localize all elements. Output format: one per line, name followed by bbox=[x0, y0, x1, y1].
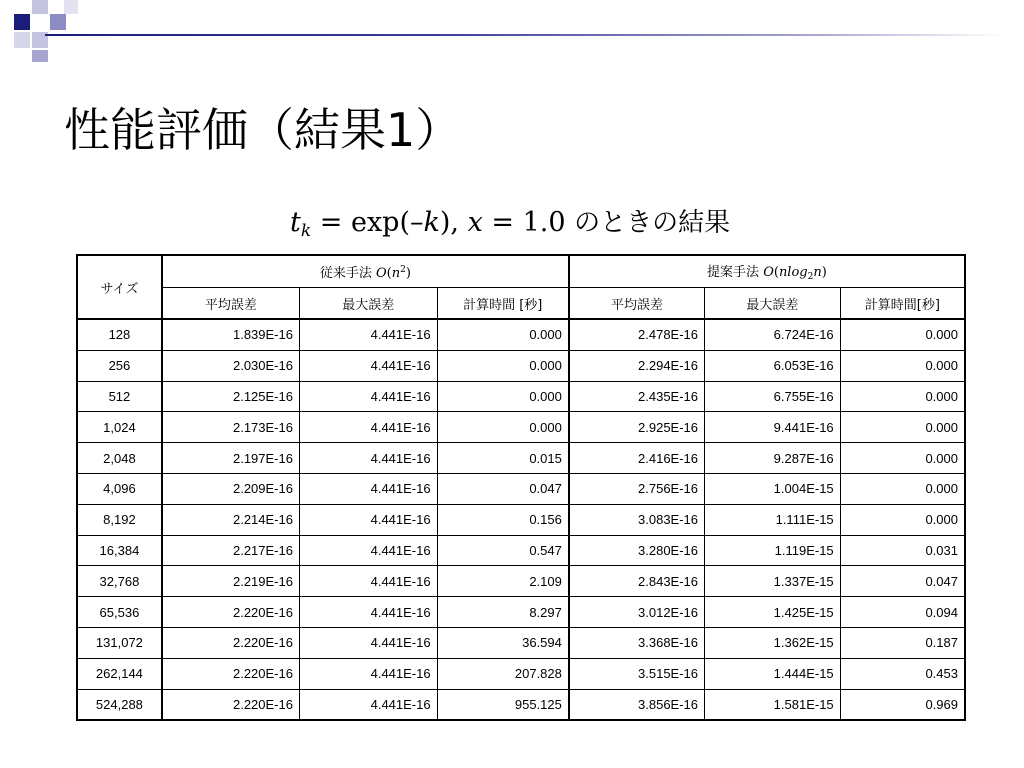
prop-avg-error-cell: 3.515E-16 bbox=[569, 658, 705, 689]
conv-avg-error-cell: 2.197E-16 bbox=[162, 443, 300, 474]
conv-avg-error-cell: 2.220E-16 bbox=[162, 658, 300, 689]
conv-time-cell: 207.828 bbox=[437, 658, 569, 689]
conv-max-error-cell: 4.441E-16 bbox=[299, 535, 437, 566]
conv-time-cell: 0.156 bbox=[437, 504, 569, 535]
size-cell: 128 bbox=[77, 319, 162, 350]
decorative-squares bbox=[0, 0, 100, 100]
complexity-sub: 2 bbox=[807, 272, 814, 282]
conv-max-error-cell: 4.441E-16 bbox=[299, 658, 437, 689]
prop-max-error-cell: 6.755E-16 bbox=[705, 381, 841, 412]
conv-time-cell: 2.109 bbox=[437, 566, 569, 597]
formula-value: = 1.0 bbox=[482, 207, 575, 238]
size-cell: 8,192 bbox=[77, 504, 162, 535]
table-row bbox=[77, 443, 965, 474]
table-row bbox=[77, 412, 965, 443]
conv-max-error-cell: 4.441E-16 bbox=[299, 381, 437, 412]
size-cell: 262,144 bbox=[77, 658, 162, 689]
conv-time-cell: 8.297 bbox=[437, 597, 569, 628]
formula-t: t bbox=[290, 207, 301, 238]
formula-exp: = exp(– bbox=[311, 207, 424, 238]
conv-avg-error-cell: 2.125E-16 bbox=[162, 381, 300, 412]
table-row bbox=[77, 658, 965, 689]
complexity-nlog: nlog bbox=[778, 265, 808, 280]
prop-max-error-cell: 6.053E-16 bbox=[705, 350, 841, 381]
header-rule bbox=[45, 34, 1005, 36]
proposed-method-header bbox=[569, 255, 965, 288]
prop-time-cell: 0.094 bbox=[840, 597, 965, 628]
conv-time-cell: 0.000 bbox=[437, 319, 569, 350]
size-cell: 65,536 bbox=[77, 597, 162, 628]
conv-avg-error-cell: 2.030E-16 bbox=[162, 350, 300, 381]
complexity-O: O bbox=[763, 265, 774, 280]
size-cell: 32,768 bbox=[77, 566, 162, 597]
conv-max-error-cell: 4.441E-16 bbox=[299, 504, 437, 535]
prop-avg-error-cell: 3.083E-16 bbox=[569, 504, 705, 535]
complexity-n: n bbox=[813, 265, 822, 280]
prop-max-error-cell: 9.287E-16 bbox=[705, 443, 841, 474]
prop-avg-error-cell: 2.294E-16 bbox=[569, 350, 705, 381]
size-cell: 524,288 bbox=[77, 689, 162, 720]
prop-avg-error-cell: 2.435E-16 bbox=[569, 381, 705, 412]
conv-max-error-cell: 4.441E-16 bbox=[299, 350, 437, 381]
col-header-conv-max-error: 最大誤差 bbox=[299, 288, 437, 320]
prop-max-error-cell: 1.362E-15 bbox=[705, 627, 841, 658]
prop-avg-error-cell: 3.012E-16 bbox=[569, 597, 705, 628]
prop-max-error-cell: 9.441E-16 bbox=[705, 412, 841, 443]
conv-max-error-cell: 4.441E-16 bbox=[299, 597, 437, 628]
col-header-prop-time: 計算時間[秒] bbox=[840, 288, 965, 320]
conv-max-error-cell: 4.441E-16 bbox=[299, 627, 437, 658]
conv-time-cell: 955.125 bbox=[437, 689, 569, 720]
conv-time-cell: 0.000 bbox=[437, 350, 569, 381]
conv-max-error-cell: 4.441E-16 bbox=[299, 319, 437, 350]
prop-time-cell: 0.000 bbox=[840, 381, 965, 412]
col-header-conv-time: 計算時間 [秒] bbox=[437, 288, 569, 320]
deco-square-light bbox=[32, 0, 48, 14]
prop-max-error-cell: 6.724E-16 bbox=[705, 319, 841, 350]
prop-time-cell: 0.000 bbox=[840, 473, 965, 504]
conv-avg-error-cell: 1.839E-16 bbox=[162, 319, 300, 350]
conv-max-error-cell: 4.441E-16 bbox=[299, 566, 437, 597]
prop-avg-error-cell: 3.856E-16 bbox=[569, 689, 705, 720]
col-header-prop-max-error: 最大誤差 bbox=[705, 288, 841, 320]
conv-time-cell: 0.000 bbox=[437, 412, 569, 443]
prop-max-error-cell: 1.111E-15 bbox=[705, 504, 841, 535]
header-row-columns bbox=[77, 288, 965, 320]
table-row bbox=[77, 350, 965, 381]
conv-avg-error-cell: 2.220E-16 bbox=[162, 689, 300, 720]
table-row bbox=[77, 381, 965, 412]
table-row bbox=[77, 689, 965, 720]
prop-max-error-cell: 1.119E-15 bbox=[705, 535, 841, 566]
size-cell: 4,096 bbox=[77, 473, 162, 504]
conv-time-cell: 0.000 bbox=[437, 381, 569, 412]
conventional-complexity bbox=[376, 266, 411, 281]
size-cell: 1,024 bbox=[77, 412, 162, 443]
formula-k: k bbox=[423, 207, 440, 238]
proposed-complexity bbox=[763, 265, 827, 280]
prop-avg-error-cell: 2.843E-16 bbox=[569, 566, 705, 597]
complexity-paren: ( bbox=[773, 265, 779, 280]
prop-avg-error-cell: 2.756E-16 bbox=[569, 473, 705, 504]
conv-time-cell: 36.594 bbox=[437, 627, 569, 658]
conv-max-error-cell: 4.441E-16 bbox=[299, 473, 437, 504]
prop-time-cell: 0.000 bbox=[840, 443, 965, 474]
conv-avg-error-cell: 2.220E-16 bbox=[162, 597, 300, 628]
prop-time-cell: 0.453 bbox=[840, 658, 965, 689]
prop-time-cell: 0.000 bbox=[840, 350, 965, 381]
table-row bbox=[77, 535, 965, 566]
conv-avg-error-cell: 2.219E-16 bbox=[162, 566, 300, 597]
conv-time-cell: 0.047 bbox=[437, 473, 569, 504]
prop-avg-error-cell: 2.925E-16 bbox=[569, 412, 705, 443]
prop-avg-error-cell: 3.280E-16 bbox=[569, 535, 705, 566]
formula-mid: ), bbox=[439, 207, 468, 238]
table-row bbox=[77, 504, 965, 535]
prop-time-cell: 0.031 bbox=[840, 535, 965, 566]
slide-title: 性能評価（結果1） bbox=[64, 103, 462, 157]
conventional-method-header bbox=[162, 255, 569, 288]
prop-max-error-cell: 1.581E-15 bbox=[705, 689, 841, 720]
conv-time-cell: 0.015 bbox=[437, 443, 569, 474]
prop-time-cell: 0.000 bbox=[840, 319, 965, 350]
slide-subtitle bbox=[290, 205, 730, 249]
header-row-groups bbox=[77, 255, 965, 288]
deco-square-mid bbox=[32, 50, 48, 62]
conv-avg-error-cell: 2.220E-16 bbox=[162, 627, 300, 658]
deco-square-mid bbox=[50, 14, 66, 30]
prop-avg-error-cell: 2.416E-16 bbox=[569, 443, 705, 474]
prop-max-error-cell: 1.004E-15 bbox=[705, 473, 841, 504]
prop-avg-error-cell: 2.478E-16 bbox=[569, 319, 705, 350]
prop-time-cell: 0.969 bbox=[840, 689, 965, 720]
conv-max-error-cell: 4.441E-16 bbox=[299, 412, 437, 443]
conv-time-cell: 0.547 bbox=[437, 535, 569, 566]
table-row bbox=[77, 597, 965, 628]
table-row bbox=[77, 473, 965, 504]
prop-time-cell: 0.000 bbox=[840, 504, 965, 535]
table-row bbox=[77, 566, 965, 597]
size-header: サイズ bbox=[77, 255, 162, 319]
conv-avg-error-cell: 2.209E-16 bbox=[162, 473, 300, 504]
proposed-label: 提案手法 bbox=[707, 265, 764, 280]
formula bbox=[290, 207, 575, 241]
deco-square-light bbox=[64, 0, 78, 14]
prop-time-cell: 0.000 bbox=[840, 412, 965, 443]
complexity-sup: 2 bbox=[400, 265, 406, 275]
formula-subscript: k bbox=[300, 221, 312, 241]
prop-max-error-cell: 1.444E-15 bbox=[705, 658, 841, 689]
size-cell: 256 bbox=[77, 350, 162, 381]
prop-time-cell: 0.187 bbox=[840, 627, 965, 658]
deco-square-dark bbox=[14, 14, 30, 30]
prop-avg-error-cell: 3.368E-16 bbox=[569, 627, 705, 658]
size-cell: 512 bbox=[77, 381, 162, 412]
size-cell: 16,384 bbox=[77, 535, 162, 566]
size-cell: 2,048 bbox=[77, 443, 162, 474]
conv-avg-error-cell: 2.173E-16 bbox=[162, 412, 300, 443]
complexity-n: n bbox=[391, 266, 401, 281]
results-body bbox=[77, 319, 965, 720]
conv-avg-error-cell: 2.214E-16 bbox=[162, 504, 300, 535]
subtitle-text: のときの結果 bbox=[574, 208, 731, 238]
col-header-prop-avg-error: 平均誤差 bbox=[569, 288, 705, 320]
complexity-paren: ) bbox=[405, 266, 411, 281]
results-table bbox=[76, 254, 966, 721]
prop-max-error-cell: 1.337E-15 bbox=[705, 566, 841, 597]
conv-avg-error-cell: 2.217E-16 bbox=[162, 535, 300, 566]
table-row bbox=[77, 627, 965, 658]
deco-square-light bbox=[14, 32, 30, 48]
conv-max-error-cell: 4.441E-16 bbox=[299, 689, 437, 720]
complexity-paren: ) bbox=[821, 265, 827, 280]
prop-max-error-cell: 1.425E-15 bbox=[705, 597, 841, 628]
complexity-paren: ( bbox=[386, 266, 392, 281]
table-row bbox=[77, 319, 965, 350]
formula-x: x bbox=[467, 207, 483, 238]
size-cell: 131,072 bbox=[77, 627, 162, 658]
conventional-label: 従来手法 bbox=[319, 266, 376, 281]
complexity-O: O bbox=[375, 266, 387, 281]
col-header-conv-avg-error: 平均誤差 bbox=[162, 288, 300, 320]
conv-max-error-cell: 4.441E-16 bbox=[299, 443, 437, 474]
prop-time-cell: 0.047 bbox=[840, 566, 965, 597]
